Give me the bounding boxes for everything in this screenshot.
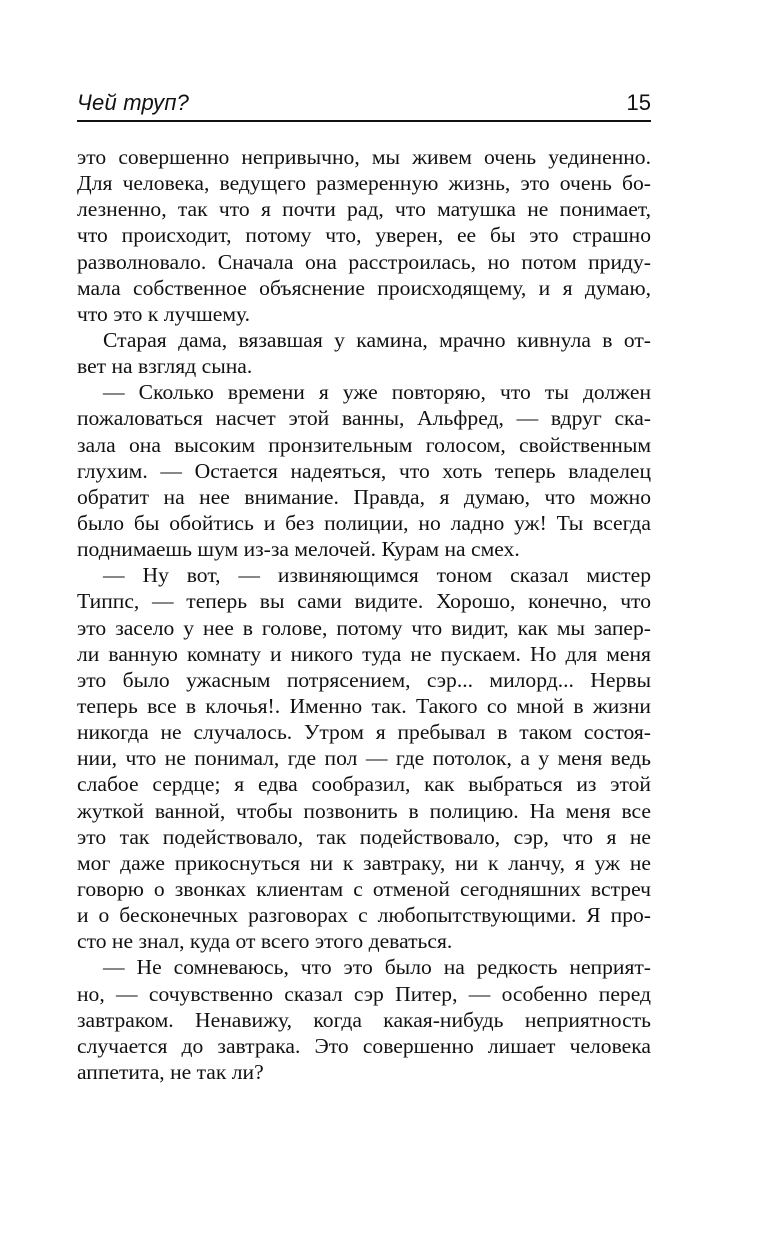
text-line: мог даже прикоснуться ни к завтраку, ни к ланчу, я уж не (77, 850, 651, 875)
text-line: никогда не случалось. Утром я пребывал в таком состоя- (77, 720, 651, 745)
text-line: это совершенно непривычно, мы живем очень уединенно. (77, 145, 651, 169)
text-line: было бы обойтись и без полиции, но ладно уж! Ты всегда (77, 510, 651, 535)
text-line: это засело у нее в голове, потому что видит, как мы запер- (77, 615, 651, 640)
paragraph (77, 954, 651, 1085)
header-rule (77, 120, 651, 122)
text-line: сто не знал, куда от всего этого деваться. (77, 929, 453, 954)
text-line: Для человека, ведущего размеренную жизнь, это очень бо- (77, 171, 651, 196)
text-line: Типпс, — теперь вы сами видите. Хорошо, конечно, что (77, 589, 651, 614)
text-line: — Не сомневаюсь, что это было на редкость неприят- (103, 955, 651, 980)
text-line: поднимаешь шум из-за мелочей. Курам на смех. (77, 537, 520, 562)
text-line: это так подействовало, так подействовало, сэр, что я не (77, 824, 651, 849)
text-line: и о бесконечных разговорах с любопытствующими. Я про- (77, 903, 651, 928)
page-number: 15 (626, 90, 651, 115)
text-line: нии, что не понимал, где пол — где потолок, а у меня ведь (77, 746, 651, 771)
text-line: пожаловаться насчет этой ванны, Альфред, — вдруг ска- (77, 406, 651, 431)
body-text (77, 144, 651, 1085)
paragraph (77, 562, 651, 954)
text-line: разволновало. Сначала она расстроилась, но потом приду- (77, 249, 651, 274)
text-line: мала собственное объяснение происходящему, и я думаю, (77, 275, 651, 300)
text-line: случается до завтрака. Это совершенно лишает человека (77, 1033, 651, 1058)
text-line: аппетита, не так ли? (77, 1059, 264, 1084)
text-line: но, — сочувственно сказал сэр Питер, — особенно перед (77, 981, 651, 1006)
text-line: — Ну вот, — извиняющимся тоном сказал мистер (103, 563, 651, 588)
text-line: ли ванную комнату и никого туда не пускаем. Но для меня (77, 641, 651, 666)
text-line: говорю о звонках клиентам с отменой сегодняшних встреч (77, 876, 651, 901)
text-line: что это к лучшему. (77, 301, 251, 326)
text-line: Старая дама, вязавшая у камина, мрачно кивнула в от- (103, 327, 651, 352)
text-line: зала она высоким пронзительным голосом, свойственным (77, 432, 651, 457)
text-line: лезненно, так что я почти рад, что матушка не понимает, (77, 197, 651, 222)
text-line: жуткой ванной, чтобы позвонить в полицию. На меня все (77, 798, 651, 823)
text-line: слабое сердце; я едва сообразил, как выбраться из этой (77, 772, 651, 797)
paragraph (77, 144, 651, 327)
text-line: завтраком. Ненавижу, когда какая-нибудь неприятность (77, 1007, 651, 1032)
text-line: — Сколько времени я уже повторяю, что ты должен (103, 380, 651, 405)
text-line: теперь все в клочья!. Именно так. Такого со мной в жизни (77, 693, 651, 718)
text-line: глухим. — Остается надеяться, что хоть теперь владелец (77, 458, 651, 483)
paragraph (77, 379, 651, 562)
running-head (77, 88, 651, 118)
text-line: что происходит, потому что, уверен, ее бы это страшно (77, 223, 651, 248)
text-line: вет на взгляд сына. (77, 354, 253, 379)
book-title: Чей труп? (77, 90, 190, 115)
text-line: обратит на нее внимание. Правда, я думаю, что можно (77, 484, 651, 509)
paragraph (77, 327, 651, 379)
text-line: это было ужасным потрясением, сэр... милорд... Нервы (77, 667, 651, 692)
